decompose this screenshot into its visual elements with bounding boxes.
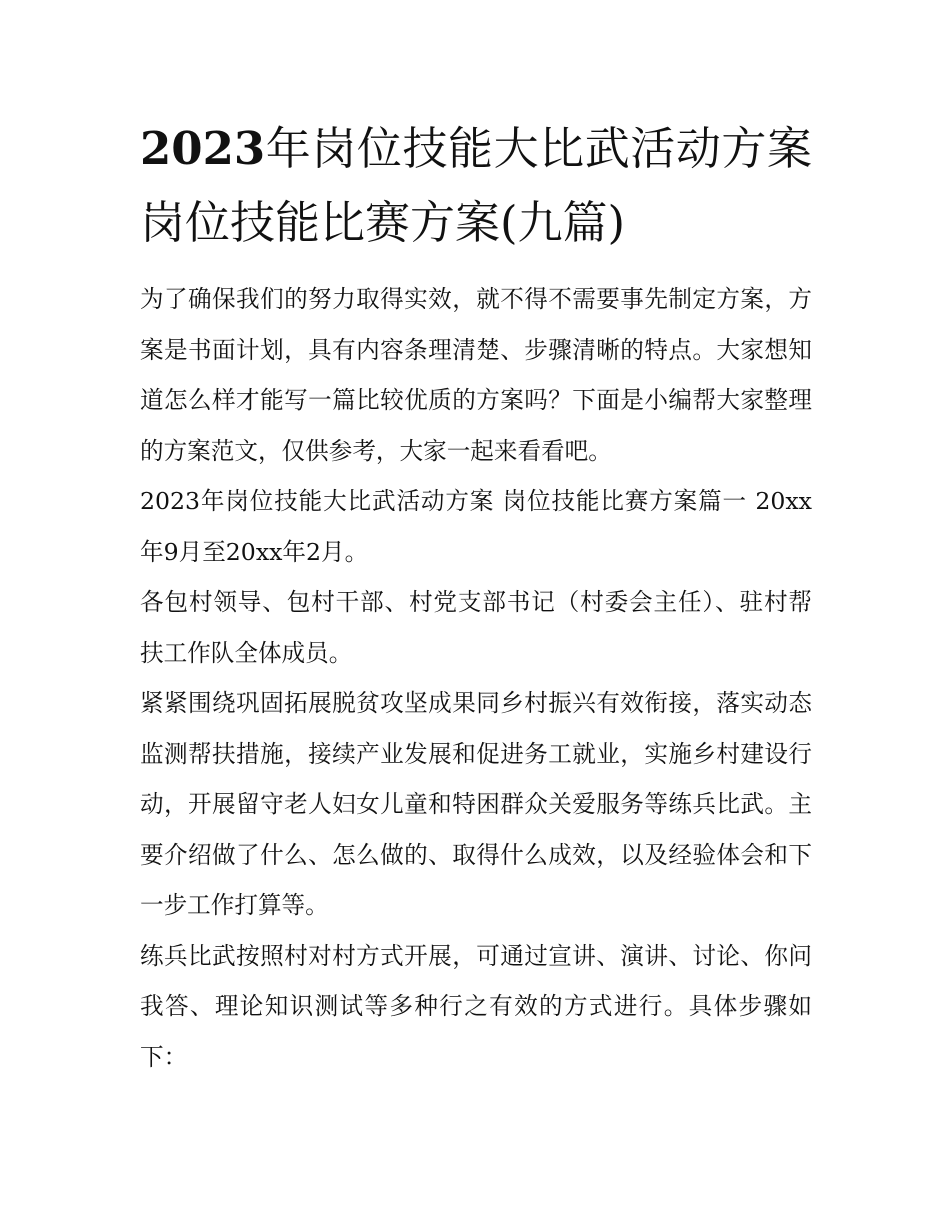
document-title [140, 112, 812, 260]
title-text: 年岗位技能大比武活动方案 岗位技能比赛方案(九篇) [140, 122, 812, 249]
method-paragraph: 练兵比武按照村对村方式开展，可通过宣讲、演讲、讨论、你问我答、理论知识测试等多种行之有效的方式进行。具体步骤如下： [140, 941, 812, 1071]
title-year: 2023 [140, 122, 266, 175]
content-paragraph: 紧紧围绕巩固拓展脱贫攻坚成果同乡村振兴有效衔接，落实动态监测帮扶措施，接续产业发展和促进务工就业，实施乡村建设行动，开展留守老人妇女儿童和特困群众关爱服务等练兵比武。主要介绍做了什么、怎么做的、取得什么成效，以及经验体会和下一步工作打算等。 [140, 689, 812, 919]
section-heading-paragraph: 2023年岗位技能大比武活动方案 岗位技能比赛方案篇一 20xx年9月至20xx年2月。 [140, 487, 812, 566]
document-body [140, 112, 812, 1082]
intro-paragraph: 为了确保我们的努力取得实效，就不得不需要事先制定方案，方案是书面计划，具有内容条理清楚、步骤清晰的特点。大家想知道怎么样才能写一篇比较优质的方案吗？下面是小编帮大家整理的方案范文，仅供参考，大家一起来看看吧。 [140, 285, 812, 465]
participants-paragraph: 各包村领导、包村干部、村党支部书记（村委会主任）、驻村帮扶工作队全体成员。 [140, 588, 812, 667]
